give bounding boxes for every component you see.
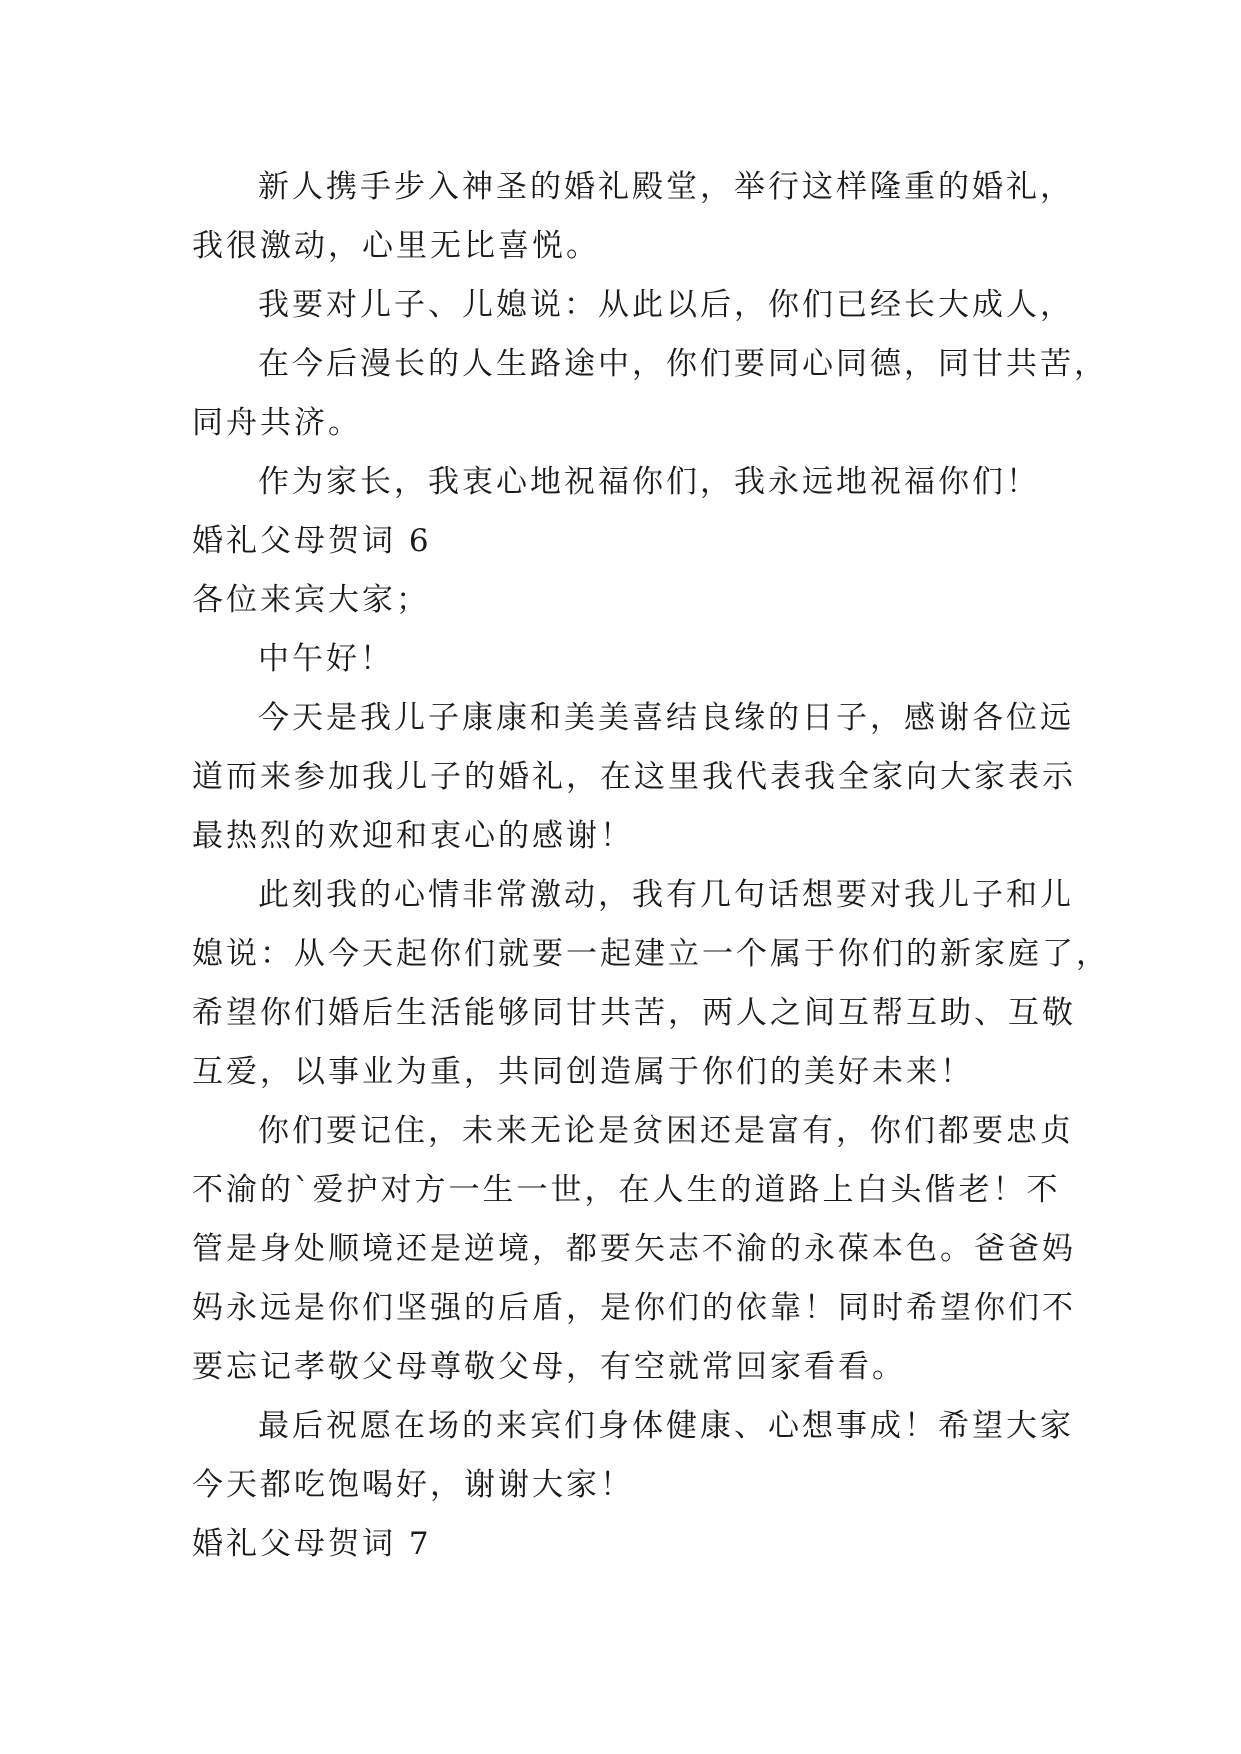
paragraph-line: 我很激动，心里无比喜悦。 — [192, 228, 600, 264]
paragraph-line: 互爱，以事业为重，共同创造属于你们的美好未来！ — [192, 1054, 974, 1090]
paragraph-line: 我要对儿子、儿媳说：从此以后，你们已经长大成人， — [258, 287, 1074, 323]
paragraph-line: 今天是我儿子康康和美美喜结良缘的日子，感谢各位远 — [258, 700, 1074, 736]
paragraph-line: 不渝的`爱护对方一生一世，在人生的道路上白头偕老！不 — [192, 1172, 1061, 1208]
paragraph-line: 你们要记住，未来无论是贫困还是富有，你们都要忠贞 — [258, 1113, 1074, 1149]
paragraph-line: 最后祝愿在场的来宾们身体健康、心想事成！希望大家 — [258, 1408, 1074, 1444]
paragraph-line: 希望你们婚后生活能够同甘共苦，两人之间互帮互助、互敬 — [192, 995, 1076, 1031]
paragraph-line: 此刻我的心情非常激动，我有几句话想要对我儿子和儿 — [258, 877, 1074, 913]
paragraph-line: 今天都吃饱喝好，谢谢大家！ — [192, 1467, 634, 1503]
paragraph-line: 要忘记孝敬父母尊敬父母，有空就常回家看看。 — [192, 1349, 906, 1385]
paragraph-line: 媳说：从今天起你们就要一起建立一个属于你们的新家庭了， — [192, 936, 1110, 972]
paragraph-line: 作为家长，我衷心地祝福你们，我永远地祝福你们！ — [258, 464, 1040, 500]
paragraph-line: 妈永远是你们坚强的后盾，是你们的依靠！同时希望你们不 — [192, 1290, 1076, 1326]
paragraph-line: 同舟共济。 — [192, 405, 362, 441]
paragraph-line: 在今后漫长的人生路途中，你们要同心同德，同甘共苦， — [258, 346, 1108, 382]
salutation-line: 各位来宾大家； — [192, 582, 430, 618]
section-heading: 婚礼父母贺词 7 — [192, 1526, 432, 1562]
paragraph-line: 最热烈的欢迎和衷心的感谢！ — [192, 818, 634, 854]
paragraph-line: 道而来参加我儿子的婚礼，在这里我代表我全家向大家表示 — [192, 759, 1076, 795]
paragraph-line: 管是身处顺境还是逆境，都要矢志不渝的永葆本色。爸爸妈 — [192, 1231, 1076, 1267]
section-heading: 婚礼父母贺词 6 — [192, 523, 432, 559]
paragraph-line: 新人携手步入神圣的婚礼殿堂，举行这样隆重的婚礼， — [258, 169, 1074, 205]
greeting-line: 中午好！ — [258, 641, 394, 677]
